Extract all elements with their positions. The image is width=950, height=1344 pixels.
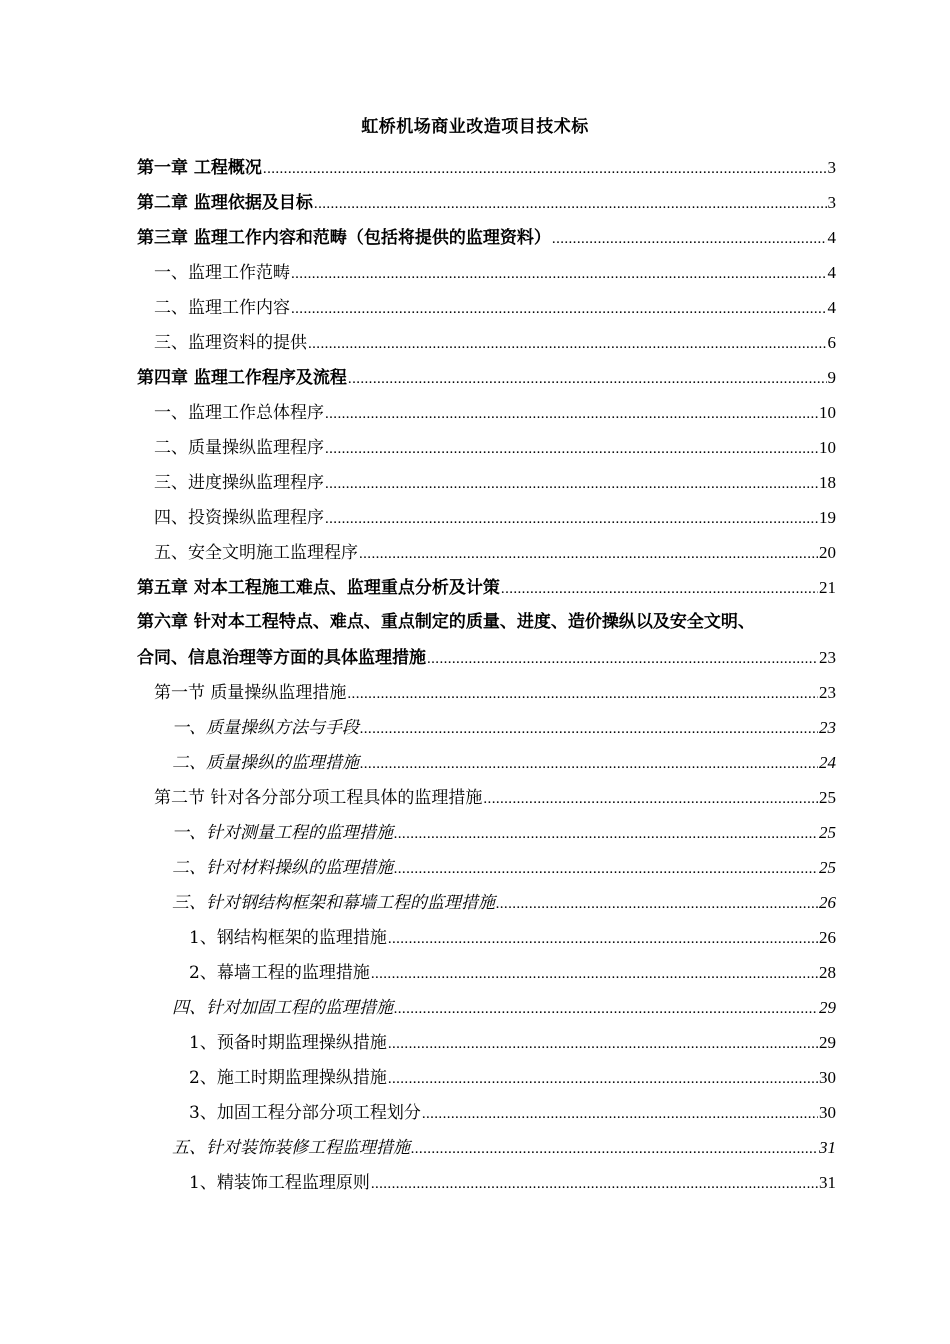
toc-entry-line1: 第六章 针对本工程特点、难点、重点制定的质量、进度、造价操纵以及安全文明、 bbox=[137, 612, 755, 632]
toc-entry[interactable] bbox=[137, 290, 836, 325]
table-of-contents bbox=[137, 150, 836, 1200]
toc-page-number: 4 bbox=[827, 228, 836, 247]
toc-entry-title: 一、监理工作范畴 bbox=[154, 263, 290, 283]
toc-entry[interactable] bbox=[137, 535, 836, 570]
toc-entry[interactable] bbox=[137, 395, 836, 430]
toc-entry-title: 第一章 工程概况 bbox=[137, 158, 262, 178]
toc-dot-leader bbox=[552, 222, 827, 257]
toc-dot-leader bbox=[483, 782, 818, 817]
toc-entry[interactable] bbox=[137, 675, 836, 710]
toc-entry[interactable] bbox=[137, 430, 836, 465]
toc-entry-title: 1、预备时期监理操纵措施 bbox=[189, 1033, 387, 1053]
toc-page-number: 4 bbox=[827, 298, 836, 317]
toc-page-number: 10 bbox=[819, 403, 836, 422]
toc-dot-leader bbox=[388, 1027, 818, 1062]
toc-entry[interactable] bbox=[137, 185, 836, 220]
toc-dot-leader bbox=[325, 502, 818, 537]
toc-entry[interactable] bbox=[137, 500, 836, 535]
toc-entry-title: 一、监理工作总体程序 bbox=[154, 403, 324, 423]
toc-entry[interactable] bbox=[137, 990, 836, 1025]
toc-entry-title: 四、针对加固工程的监理措施 bbox=[172, 998, 393, 1018]
toc-dot-leader bbox=[501, 572, 818, 607]
toc-dot-leader bbox=[325, 467, 818, 502]
toc-page-number: 18 bbox=[819, 473, 836, 492]
toc-entry-title: 三、针对钢结构框架和幕墙工程的监理措施 bbox=[172, 893, 495, 913]
toc-dot-leader bbox=[348, 362, 827, 397]
toc-entry[interactable] bbox=[137, 640, 836, 675]
toc-entry[interactable] bbox=[137, 1130, 836, 1165]
toc-entry-title: 合同、信息治理等方面的具体监理措施 bbox=[137, 648, 426, 668]
toc-dot-leader bbox=[371, 1167, 818, 1202]
toc-page-number: 24 bbox=[819, 753, 836, 772]
toc-entry[interactable] bbox=[137, 1165, 836, 1200]
toc-page-number: 23 bbox=[819, 683, 836, 702]
toc-entry[interactable] bbox=[137, 815, 836, 850]
toc-entry-title: 二、针对材料操纵的监理措施 bbox=[172, 858, 393, 878]
toc-entry-title: 第五章 对本工程施工难点、监理重点分析及计策 bbox=[137, 578, 500, 598]
toc-entry-title: 四、投资操纵监理程序 bbox=[154, 508, 324, 528]
toc-entry-title: 第二节 针对各分部分项工程具体的监理措施 bbox=[154, 788, 483, 808]
toc-entry-title: 第三章 监理工作内容和范畴（包括将提供的监理资料） bbox=[137, 228, 551, 248]
toc-page-number: 26 bbox=[819, 893, 836, 912]
toc-dot-leader bbox=[394, 817, 818, 852]
toc-entry[interactable] bbox=[137, 255, 836, 290]
toc-entry-title: 五、针对装饰装修工程监理措施 bbox=[172, 1138, 410, 1158]
toc-entry[interactable] bbox=[137, 710, 836, 745]
toc-entry[interactable] bbox=[137, 220, 836, 255]
toc-dot-leader bbox=[388, 1062, 818, 1097]
toc-entry-title: 二、监理工作内容 bbox=[154, 298, 290, 318]
toc-entry[interactable] bbox=[137, 1060, 836, 1095]
toc-page-number: 29 bbox=[819, 1033, 836, 1052]
toc-entry[interactable] bbox=[137, 780, 836, 815]
toc-dot-leader bbox=[347, 677, 818, 712]
toc-dot-leader bbox=[308, 327, 827, 362]
toc-page-number: 26 bbox=[819, 928, 836, 947]
toc-page-number: 31 bbox=[819, 1138, 836, 1157]
toc-page-number: 20 bbox=[819, 543, 836, 562]
toc-dot-leader bbox=[360, 712, 818, 747]
toc-entry-title: 第一节 质量操纵监理措施 bbox=[154, 683, 347, 703]
document-title: 虹桥机场商业改造项目技术标 bbox=[361, 117, 589, 137]
toc-page-number: 9 bbox=[827, 368, 836, 387]
toc-entry[interactable] bbox=[137, 325, 836, 360]
toc-page-number: 23 bbox=[819, 718, 836, 737]
toc-entry-title: 五、安全文明施工监理程序 bbox=[154, 543, 358, 563]
toc-page-number: 21 bbox=[819, 578, 836, 597]
toc-dot-leader bbox=[422, 1097, 818, 1132]
toc-page-number: 3 bbox=[827, 158, 836, 177]
toc-entry[interactable] bbox=[137, 850, 836, 885]
toc-dot-leader bbox=[394, 852, 818, 887]
toc-entry-title: 3、加固工程分部分项工程划分 bbox=[189, 1103, 421, 1123]
toc-entry-title: 一、质量操纵方法与手段 bbox=[172, 718, 359, 738]
toc-page-number: 28 bbox=[819, 963, 836, 982]
toc-page-number: 25 bbox=[819, 823, 836, 842]
toc-dot-leader bbox=[360, 747, 818, 782]
toc-dot-leader bbox=[394, 992, 818, 1027]
toc-entry[interactable] bbox=[137, 920, 836, 955]
toc-entry[interactable] bbox=[137, 360, 836, 395]
toc-entry-title: 三、监理资料的提供 bbox=[154, 333, 307, 353]
toc-page-number: 25 bbox=[819, 858, 836, 877]
toc-page-number: 6 bbox=[827, 333, 836, 352]
toc-entry-title: 1、精装饰工程监理原则 bbox=[189, 1173, 370, 1193]
toc-page-number: 4 bbox=[827, 263, 836, 282]
toc-dot-leader bbox=[314, 187, 827, 222]
toc-dot-leader bbox=[359, 537, 818, 572]
toc-entry[interactable] bbox=[137, 1025, 836, 1060]
toc-entry[interactable] bbox=[137, 150, 836, 185]
toc-entry[interactable] bbox=[137, 1095, 836, 1130]
toc-page-number: 3 bbox=[827, 193, 836, 212]
toc-page-number: 30 bbox=[819, 1103, 836, 1122]
toc-dot-leader bbox=[263, 152, 827, 187]
toc-entry[interactable] bbox=[137, 955, 836, 990]
toc-dot-leader bbox=[325, 432, 818, 467]
toc-entry-title: 2、施工时期监理操纵措施 bbox=[189, 1068, 387, 1088]
toc-dot-leader bbox=[371, 957, 818, 992]
toc-entry-title: 第二章 监理依据及目标 bbox=[137, 193, 313, 213]
toc-page-number: 29 bbox=[819, 998, 836, 1017]
toc-dot-leader bbox=[411, 1132, 818, 1167]
toc-dot-leader bbox=[496, 887, 818, 922]
toc-page-number: 23 bbox=[819, 648, 836, 667]
toc-page-number: 10 bbox=[819, 438, 836, 457]
toc-dot-leader bbox=[427, 642, 818, 677]
toc-entry-title: 二、质量操纵的监理措施 bbox=[172, 753, 359, 773]
toc-entry-title: 一、针对测量工程的监理措施 bbox=[172, 823, 393, 843]
toc-entry[interactable] bbox=[137, 465, 836, 500]
toc-dot-leader bbox=[388, 922, 818, 957]
toc-page-number: 30 bbox=[819, 1068, 836, 1087]
toc-page-number: 31 bbox=[819, 1173, 836, 1192]
toc-entry[interactable] bbox=[137, 885, 836, 920]
toc-page-number: 19 bbox=[819, 508, 836, 527]
toc-entry-title: 二、质量操纵监理程序 bbox=[154, 438, 324, 458]
toc-dot-leader bbox=[325, 397, 818, 432]
toc-entry-title: 2、幕墙工程的监理措施 bbox=[189, 963, 370, 983]
toc-entry-title: 1、钢结构框架的监理措施 bbox=[189, 928, 387, 948]
toc-dot-leader bbox=[291, 292, 827, 327]
toc-entry-title: 三、进度操纵监理程序 bbox=[154, 473, 324, 493]
toc-page-number: 25 bbox=[819, 788, 836, 807]
toc-entry[interactable] bbox=[137, 745, 836, 780]
toc-dot-leader bbox=[291, 257, 827, 292]
toc-entry-title: 第四章 监理工作程序及流程 bbox=[137, 368, 347, 388]
toc-entry[interactable] bbox=[137, 570, 836, 605]
